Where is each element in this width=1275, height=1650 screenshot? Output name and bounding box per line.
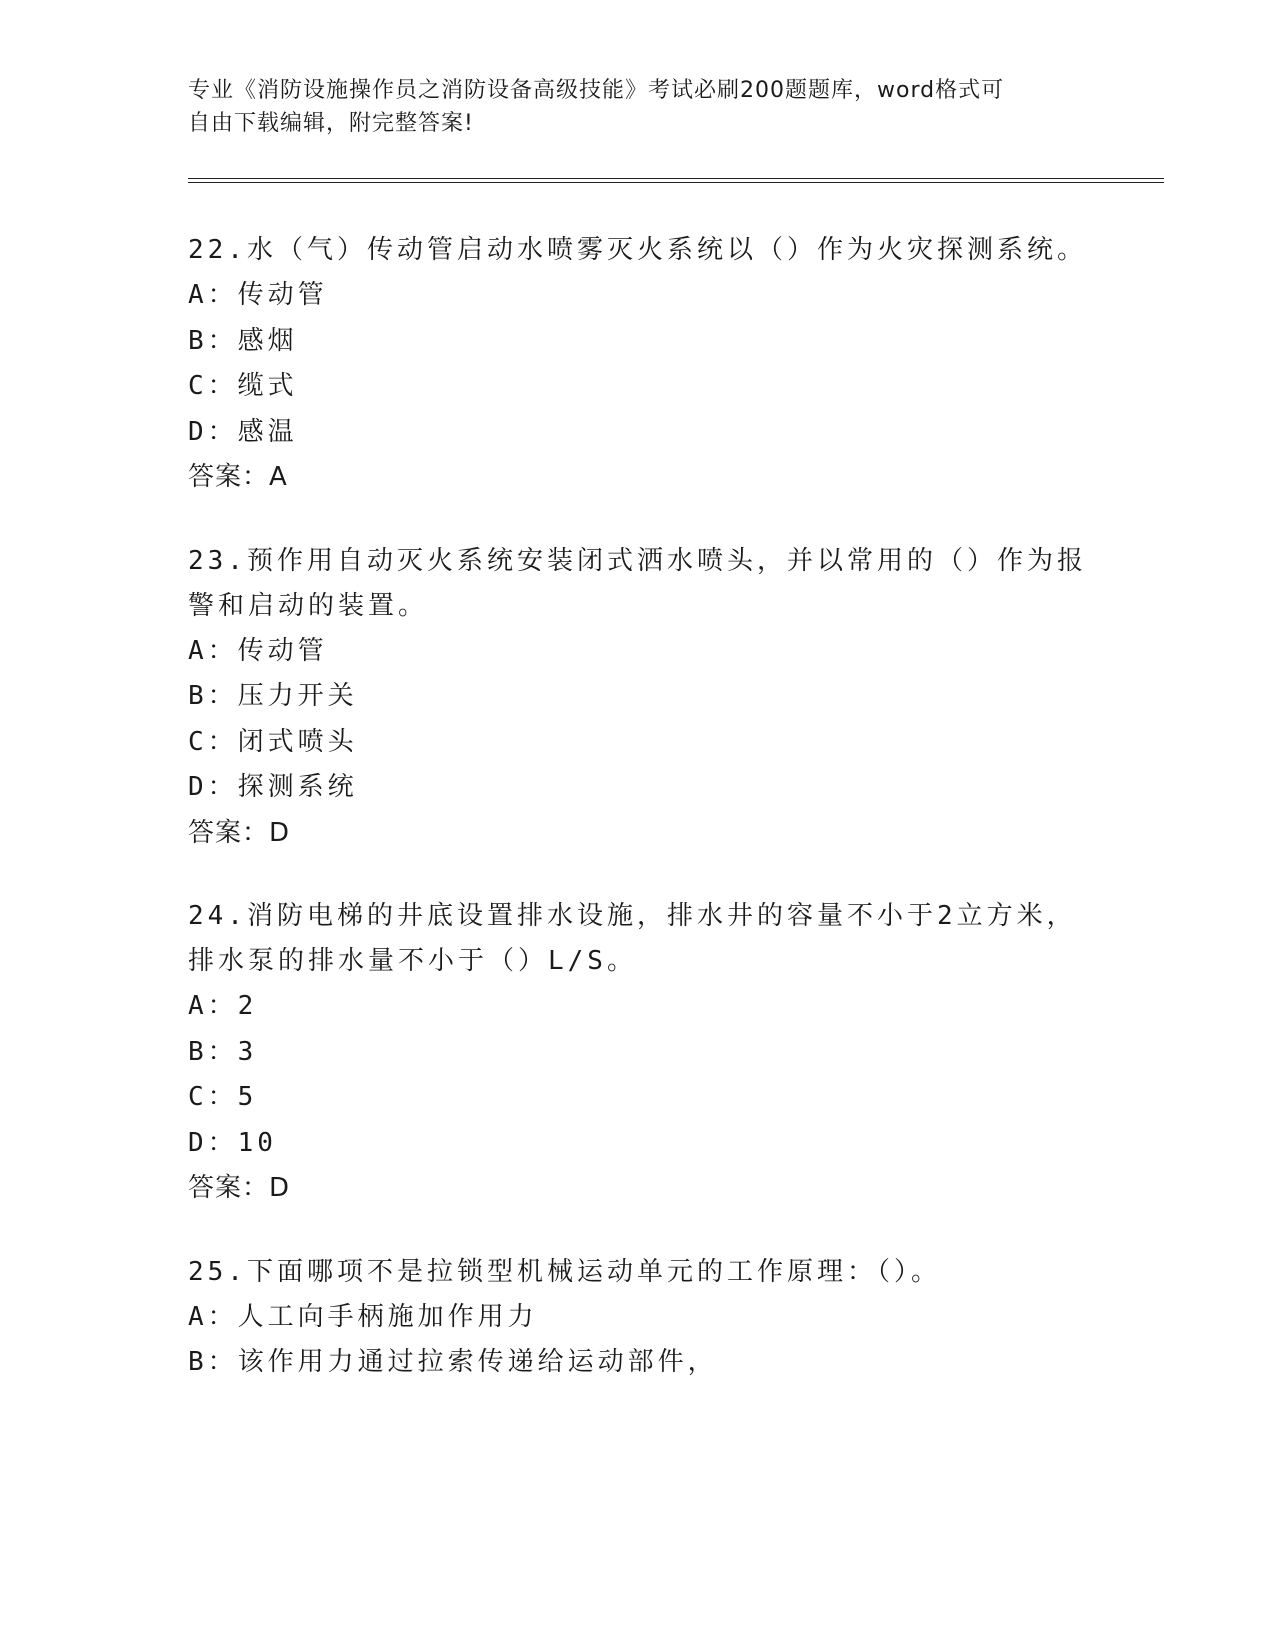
option-d: D：感温 <box>188 416 298 447</box>
question-text: 23.预作用自动灭火系统安装闭式洒水喷头，并以常用的（）作为报警和启动的装置。 <box>188 545 1087 621</box>
document-header <box>188 74 1088 140</box>
answer: 答案：D <box>188 1173 291 1203</box>
option-b: B：该作用力通过拉索传递给运动部件， <box>188 1347 718 1377</box>
answer: 答案：D <box>188 817 291 848</box>
option-b: B：压力开关 <box>188 681 358 711</box>
option-b: B：3 <box>188 1036 258 1067</box>
option-a: A：人工向手柄施加作用力 <box>188 1301 538 1332</box>
question-list <box>188 228 1088 1424</box>
option-d: D：探测系统 <box>188 772 358 802</box>
option-a: A：传动管 <box>188 635 328 666</box>
question-text: 24.消防电梯的井底设置排水设施，排水井的容量不小于2立方米，排水泵的排水量不小于（）L/S。 <box>188 901 1077 976</box>
answer: 答案：A <box>188 462 288 492</box>
header-divider <box>188 178 1164 183</box>
option-d: D：10 <box>188 1127 277 1158</box>
question-25 <box>188 1250 1088 1386</box>
option-c: C：缆式 <box>188 371 298 401</box>
option-c: C：5 <box>188 1082 258 1112</box>
option-a: A：传动管 <box>188 280 328 310</box>
question-text: 25.下面哪项不是拉锁型机械运动单元的工作原理：（）。 <box>188 1256 941 1287</box>
question-24 <box>188 894 1088 1212</box>
option-a: A：2 <box>188 991 258 1021</box>
option-b: B：感烟 <box>188 325 298 356</box>
header-line-2: 自由下载编辑，附完整答案! <box>188 111 474 136</box>
option-c: C：闭式喷头 <box>188 726 358 757</box>
header-line-1: 专业《消防设施操作员之消防设备高级技能》考试必刷200题题库，word格式可 <box>188 78 1005 103</box>
question-23 <box>188 539 1088 857</box>
question-22 <box>188 228 1088 501</box>
question-text: 22.水（气）传动管启动水喷雾灭火系统以（）作为火灾探测系统。 <box>188 235 1087 265</box>
